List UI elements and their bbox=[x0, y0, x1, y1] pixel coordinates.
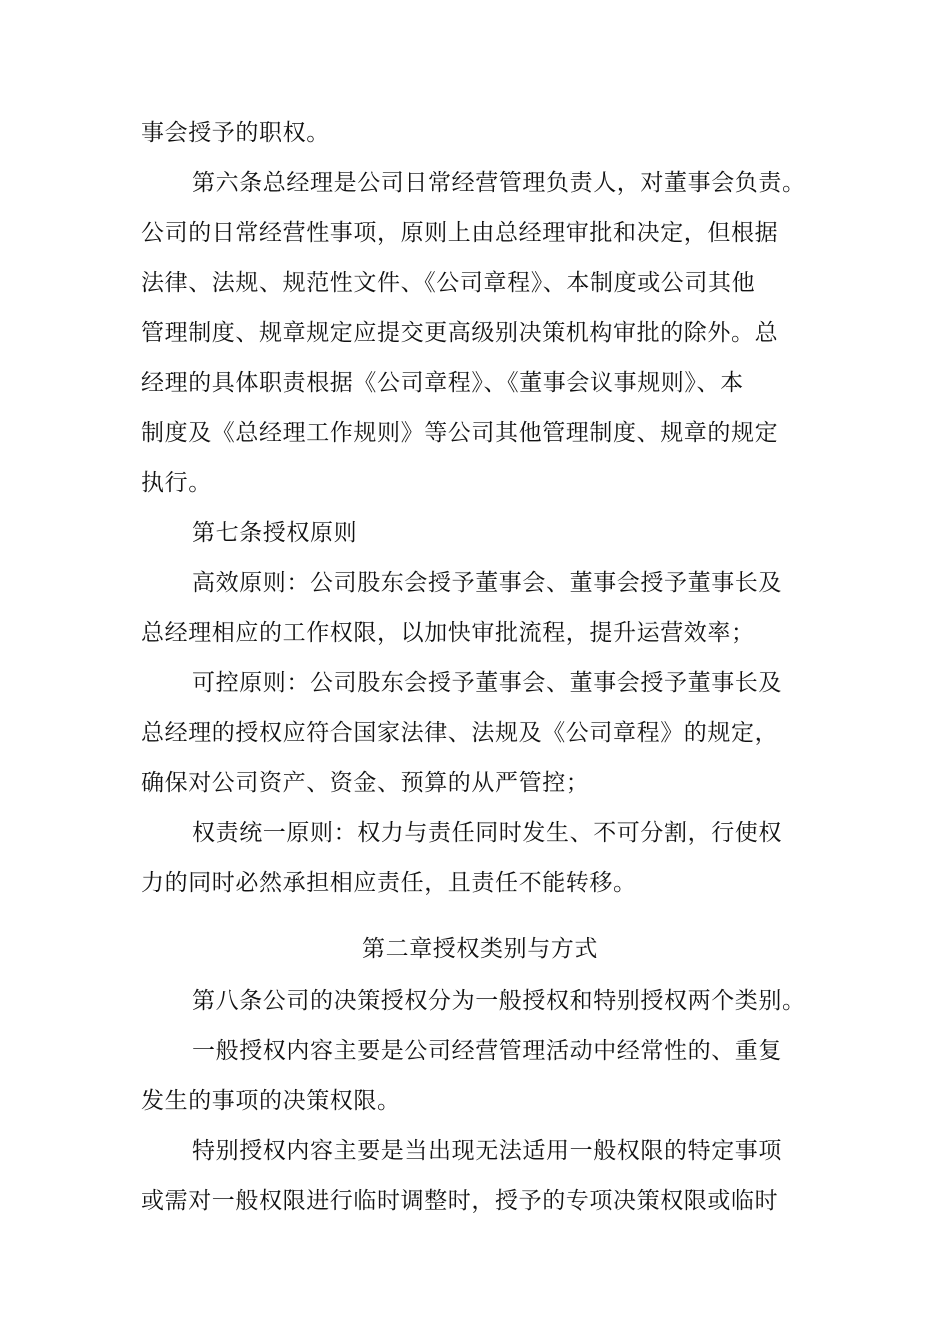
text-line: 经理的具体职责根据《公司章程》、《董事会议事规则》、本 bbox=[141, 370, 744, 396]
text-line: 总经理相应的工作权限，以加快审批流程，提升运营效率； bbox=[141, 620, 755, 646]
text-line: 公司的日常经营性事项，原则上由总经理审批和决定，但根据 bbox=[141, 220, 779, 246]
general-authorization-paragraph: 一般授权内容主要是公司经营管理活动中经常性的、重复 bbox=[192, 1038, 782, 1064]
special-authorization-paragraph: 特别授权内容主要是当出现无法适用一般权限的特定事项 bbox=[192, 1138, 782, 1164]
text-line: 制度及《总经理工作规则》等公司其他管理制度、规章的规定 bbox=[141, 420, 779, 446]
chapter-2-heading: 第二章授权类别与方式 bbox=[362, 936, 598, 962]
text-line: 总经理的授权应符合国家法律、法规及《公司章程》的规定， bbox=[141, 720, 779, 746]
text-line: 或需对一般权限进行临时调整时，授予的专项决策权限或临时 bbox=[141, 1188, 779, 1214]
article-7-heading: 第七条授权原则 bbox=[192, 520, 358, 546]
text-line: 确保对公司资产、资金、预算的从严管控； bbox=[141, 770, 590, 796]
text-line: 事会授予的职权。 bbox=[141, 120, 330, 146]
text-line: 执行。 bbox=[141, 470, 212, 496]
control-principle: 可控原则：公司股东会授予董事会、董事会授予董事长及 bbox=[192, 670, 782, 696]
text-line: 力的同时必然承担相应责任，且责任不能转移。 bbox=[141, 870, 637, 896]
article-6-paragraph: 第六条总经理是公司日常经营管理负责人，对董事会负责。 bbox=[192, 170, 806, 196]
accountability-principle: 权责统一原则：权力与责任同时发生、不可分割，行使权 bbox=[192, 820, 782, 846]
text-line: 发生的事项的决策权限。 bbox=[141, 1088, 401, 1114]
article-8-paragraph: 第八条公司的决策授权分为一般授权和特别授权两个类别。 bbox=[192, 988, 806, 1014]
efficiency-principle: 高效原则：公司股东会授予董事会、董事会授予董事长及 bbox=[192, 570, 782, 596]
text-line: 法律、法规、规范性文件、《公司章程》、本制度或公司其他 bbox=[141, 270, 756, 296]
text-line: 管理制度、规章规定应提交更高级别决策机构审批的除外。总 bbox=[141, 320, 779, 346]
